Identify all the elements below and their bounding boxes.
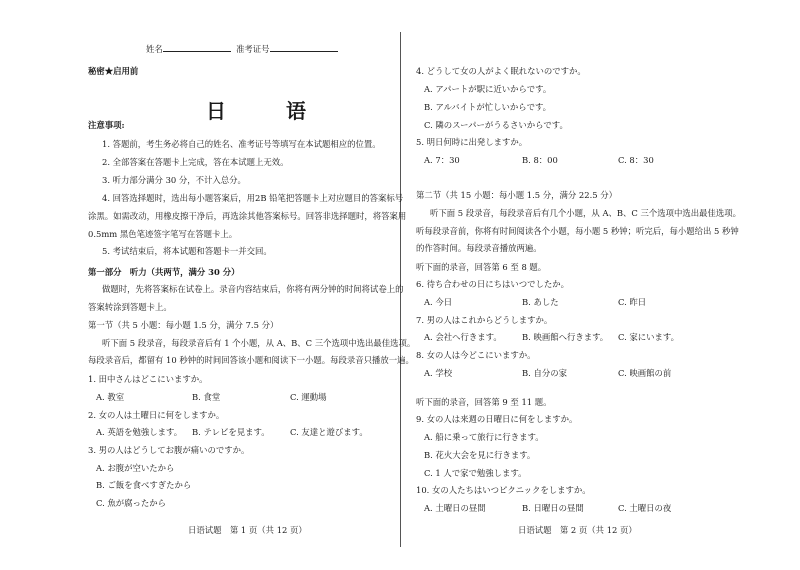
notice-3: 3. 听力部分满分 30 分，不计入总分。 [102,175,246,185]
q10-stem: 10. 女の人たちはいつピクニックをしますか。 [416,485,591,495]
q6-option-a[interactable]: A. 今日 [424,297,453,307]
section1-heading: 第一节（共 5 小题：每小题 1.5 分，满分 7.5 分） [88,320,279,330]
section2-intro-2: 听每段录音前，你将有时间阅读各个小题，每小题 5 秒钟；听完后，每小题给出 5 秒钟 [416,226,739,236]
name-blank[interactable] [163,42,231,52]
q3-option-b[interactable]: B. ご飯を食べすぎたから [96,480,192,490]
q5-option-a[interactable]: A. 7：30 [424,155,460,165]
secret-mark: 秘密★启用前 [88,66,139,76]
q3-stem: 3. 男の人はどうしてお腹が痛いのですか。 [88,445,250,455]
q7-option-c[interactable]: C. 家にいます。 [618,332,680,342]
left-page-footer: 日语试题 第 1 页（共 12 页） [188,525,307,535]
q8-option-a[interactable]: A. 学校 [424,368,453,378]
listen-instruction-2: 听下面的录音，回答第 9 至 11 题。 [416,397,552,407]
notice-2: 2. 全部答案在答题卡上完成，答在本试题上无效。 [102,157,289,167]
section1-intro-1: 听下面 5 段录音，每段录音后有 1 个小题，从 A、B、C 三个选项中选出最佳选项。 [102,338,416,348]
q2-option-b[interactable]: B. テレビを見ます。 [192,427,270,437]
q9-stem: 9. 女の人は来週の日曜日に何をしますか。 [416,414,578,424]
q9-option-b[interactable]: B. 花火大会を見に行きます。 [424,450,536,460]
q1-option-b[interactable]: B. 食堂 [192,392,221,402]
section1-intro-2: 每段录音后，都留有 10 秒钟的时间回答该小题和阅读下一小题。每段录音只播放一遍。 [88,355,414,365]
q4-option-a[interactable]: A. アパートが駅に近いからです。 [424,84,552,94]
section2-intro-1: 听下面 5 段录音，每段录音后有几个小题，从 A、B、C 三个选项中选出最佳选项。 [430,208,741,218]
notice-4-cont2: 0.5mm 黑色笔迹签字笔写在答题卡上。 [88,229,238,239]
section2-intro-3: 的作答时间。每段录音播放两遍。 [416,243,542,253]
notice-1: 1. 答题前，考生务必将自己的姓名、准考证号等填写在本试题相应的位置。 [102,139,381,149]
q7-option-b[interactable]: B. 映画館へ行きます。 [522,332,609,342]
id-field[interactable] [236,42,338,55]
notice-4: 4. 回答选择题时，选出每小题答案后，用2B 铅笔把答题卡上对应题目的答案标号 [102,193,404,203]
part1-intro-2: 答案转涂到答题卡上。 [88,302,172,312]
q9-option-a[interactable]: A. 船に乗って旅行に行きます。 [424,432,544,442]
q10-option-b[interactable]: B. 日曜日の昼間 [522,503,584,513]
q4-option-c[interactable]: C. 隣のスーパーがうるさいからです。 [424,120,568,130]
listen-instruction-1: 听下面的录音，回答第 6 至 8 题。 [416,262,547,272]
q10-option-c[interactable]: C. 土曜日の夜 [618,503,672,513]
q10-option-a[interactable]: A. 土曜日の昼間 [424,503,486,513]
notice-4-cont: 涂黑。如需改动，用橡皮擦干净后，再选涂其他答案标号。回答非选择题时，将答案用 [88,211,407,221]
exam-title: 日 语 [206,99,326,123]
q3-option-a[interactable]: A. お腹が空いたから [96,463,175,473]
q2-stem: 2. 女の人は土曜日に何をしますか。 [88,410,225,420]
right-page-footer: 日语试题 第 2 页（共 12 页） [518,525,637,535]
q5-option-b[interactable]: B. 8：00 [522,155,558,165]
q7-option-a[interactable]: A. 会社へ行きます。 [424,332,502,342]
part1-heading: 第一部分 听力（共两节，满分 30 分） [88,267,240,277]
q6-option-b[interactable]: B. あした [522,297,559,307]
section2-heading: 第二节（共 15 小题：每小题 1.5 分，满分 22.5 分） [416,190,617,200]
q7-stem: 7. 男の人はこれからどうしますか。 [416,315,553,325]
q9-option-c[interactable]: C. 1 人で家で勉強します。 [424,468,527,478]
notice-5: 5. 考试结束后，将本试题和答题卡一并交回。 [102,246,272,256]
q5-option-c[interactable]: C. 8：30 [618,155,654,165]
q3-option-c[interactable]: C. 魚が腐ったから [96,498,167,508]
q1-option-a[interactable]: A. 教室 [96,392,125,402]
q8-option-c[interactable]: C. 映画館の前 [618,368,672,378]
part1-intro-1: 做题时，先将答案标在试卷上。录音内容结束后，你将有两分钟的时间将试卷上的 [102,284,404,294]
id-blank[interactable] [270,42,338,52]
q2-option-c[interactable]: C. 友達と遊びます。 [290,427,368,437]
q1-stem: 1. 田中さんはどこにいますか。 [88,374,208,384]
name-field[interactable] [146,42,231,55]
q4-option-b[interactable]: B. アルバイトが忙しいからです。 [424,102,552,112]
q5-stem: 5. 明日何時に出発しますか。 [416,137,528,147]
q8-stem: 8. 女の人は今どこにいますか。 [416,350,536,360]
q6-option-c[interactable]: C. 昨日 [618,297,647,307]
notice-heading: 注意事项: [88,120,125,130]
q6-stem: 6. 待ち合わせの日にちはいつでしたか。 [416,279,570,289]
q1-option-c[interactable]: C. 運動場 [290,392,327,402]
q4-stem: 4. どうして女の人がよく眠れないのですか。 [416,66,586,76]
name-label: 姓名 [146,44,163,54]
id-label: 准考证号 [236,44,270,54]
q8-option-b[interactable]: B. 自分の家 [522,368,567,378]
q2-option-a[interactable]: A. 英語を勉強します。 [96,427,183,437]
